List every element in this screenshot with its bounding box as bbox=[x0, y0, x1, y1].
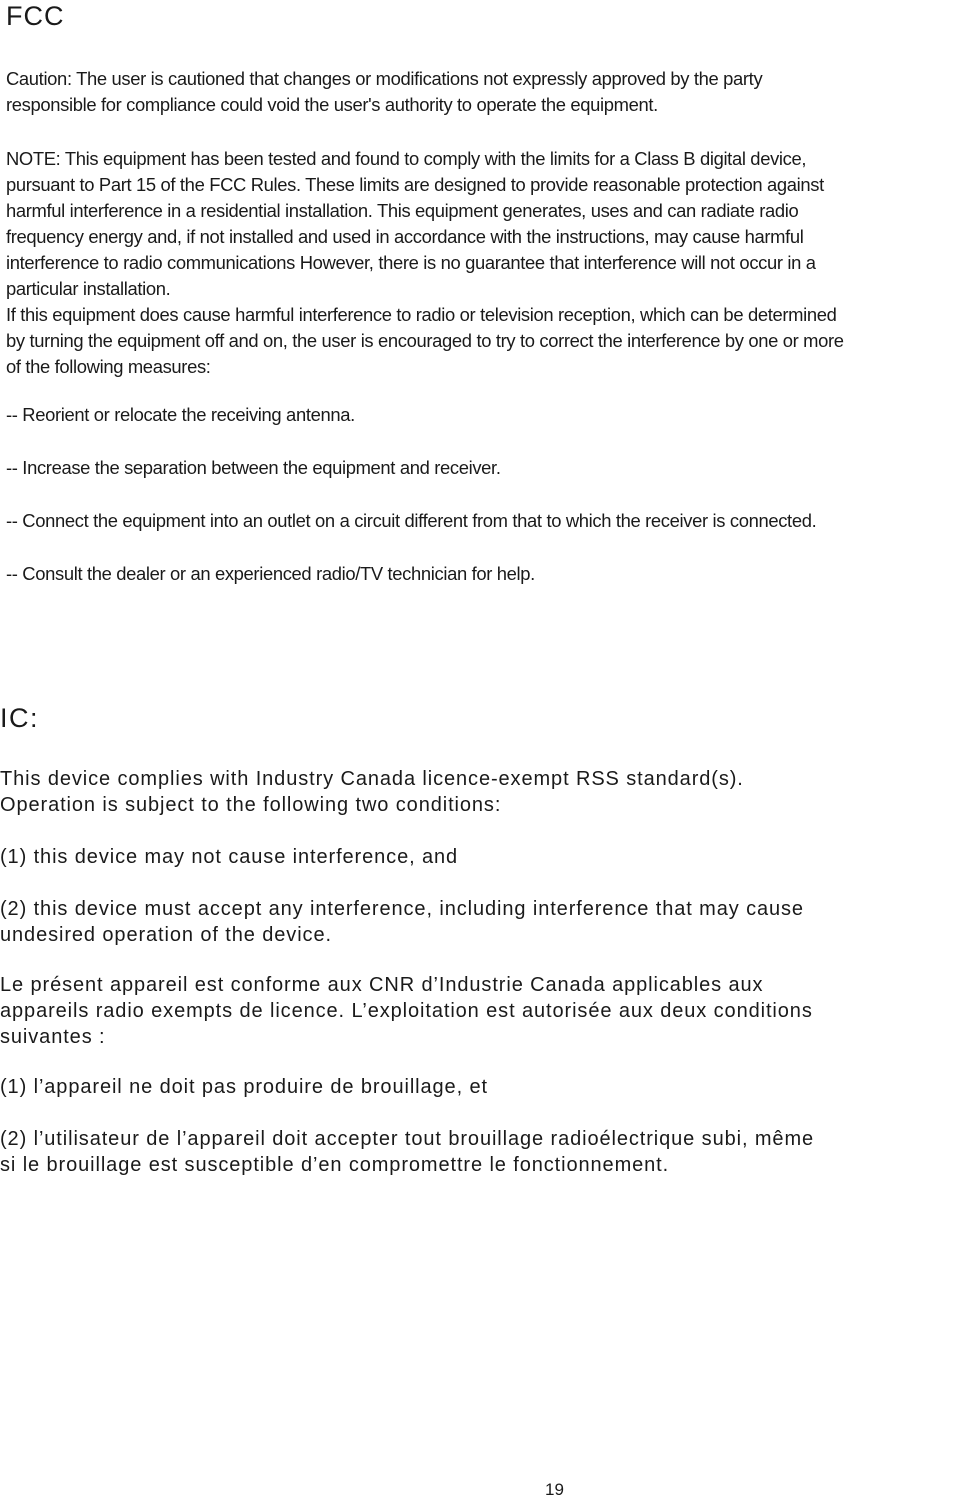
fcc-measure-item: -- Reorient or relocate the receiving antenna. bbox=[6, 404, 355, 425]
fcc-caution-line: Caution: The user is cautioned that changes or modifications not expressly approved by the party bbox=[6, 68, 763, 89]
ic-condition-1: (1) this device may not cause interference, and bbox=[0, 846, 459, 868]
fcc-measure-item: -- Consult the dealer or an experienced radio/TV technician for help. bbox=[6, 563, 535, 584]
ic-condition-2-line: undesired operation of the device. bbox=[0, 924, 332, 946]
fcc-note-line: frequency energy and, if not installed and used in accordance with the instructions, may cause harmful bbox=[6, 226, 804, 247]
fcc-measure-item: -- Increase the separation between the equipment and receiver. bbox=[6, 457, 501, 478]
ic-intro-line: Operation is subject to the following two conditions: bbox=[0, 794, 502, 816]
fcc-note-line: NOTE: This equipment has been tested and found to comply with the limits for a Class B digital device, bbox=[6, 148, 807, 169]
fcc-note-line: particular installation. bbox=[6, 278, 171, 299]
ic-intro-paragraph bbox=[0, 766, 970, 818]
ic-fr-intro-line: Le présent appareil est conforme aux CNR d’Industrie Canada applicables aux bbox=[0, 974, 764, 996]
ic-fr-condition-2-line: (2) l’utilisateur de l’appareil doit accepter tout brouillage radioélectrique subi, même bbox=[0, 1128, 815, 1150]
ic-fr-condition-2 bbox=[0, 1126, 970, 1178]
fcc-note-line: pursuant to Part 15 of the FCC Rules. These limits are designed to provide reasonable protection against bbox=[6, 174, 824, 195]
page-number: 19 bbox=[545, 1480, 564, 1499]
fcc-note-line: interference to radio communications However, there is no guarantee that interference will not occur in a bbox=[6, 252, 816, 273]
fcc-note-line: If this equipment does cause harmful interference to radio or television reception, which can be determined bbox=[6, 304, 837, 325]
ic-fr-intro-line: suivantes : bbox=[0, 1026, 106, 1048]
fcc-caution-line: responsible for compliance could void the user's authority to operate the equipment. bbox=[6, 94, 658, 115]
ic-intro-line: This device complies with Industry Canada licence-exempt RSS standard(s). bbox=[0, 768, 744, 790]
fcc-note-line: of the following measures: bbox=[6, 356, 211, 377]
ic-condition-2-line: (2) this device must accept any interference, including interference that may cause bbox=[0, 898, 804, 920]
fcc-note-line: by turning the equipment off and on, the user is encouraged to try to correct the interference by one or more bbox=[6, 330, 844, 351]
fcc-note-paragraph bbox=[6, 146, 970, 380]
ic-fr-condition-1: (1) l’appareil ne doit pas produire de brouillage, et bbox=[0, 1076, 488, 1098]
ic-fr-intro-line: appareils radio exempts de licence. L’exploitation est autorisée aux deux conditions bbox=[0, 1000, 813, 1022]
fcc-note-line: harmful interference in a residential installation. This equipment generates, uses and can radiate radio bbox=[6, 200, 799, 221]
ic-fr-condition-2-line: si le brouillage est susceptible d’en compromettre le fonctionnement. bbox=[0, 1154, 670, 1176]
fcc-title: FCC bbox=[6, 1, 65, 31]
fcc-caution-paragraph bbox=[6, 66, 970, 118]
ic-condition-2 bbox=[0, 896, 970, 948]
ic-fr-intro-paragraph bbox=[0, 972, 970, 1050]
fcc-measure-item: -- Connect the equipment into an outlet on a circuit different from that to which the receiver is connected. bbox=[6, 510, 817, 531]
ic-title: IC: bbox=[0, 703, 40, 733]
